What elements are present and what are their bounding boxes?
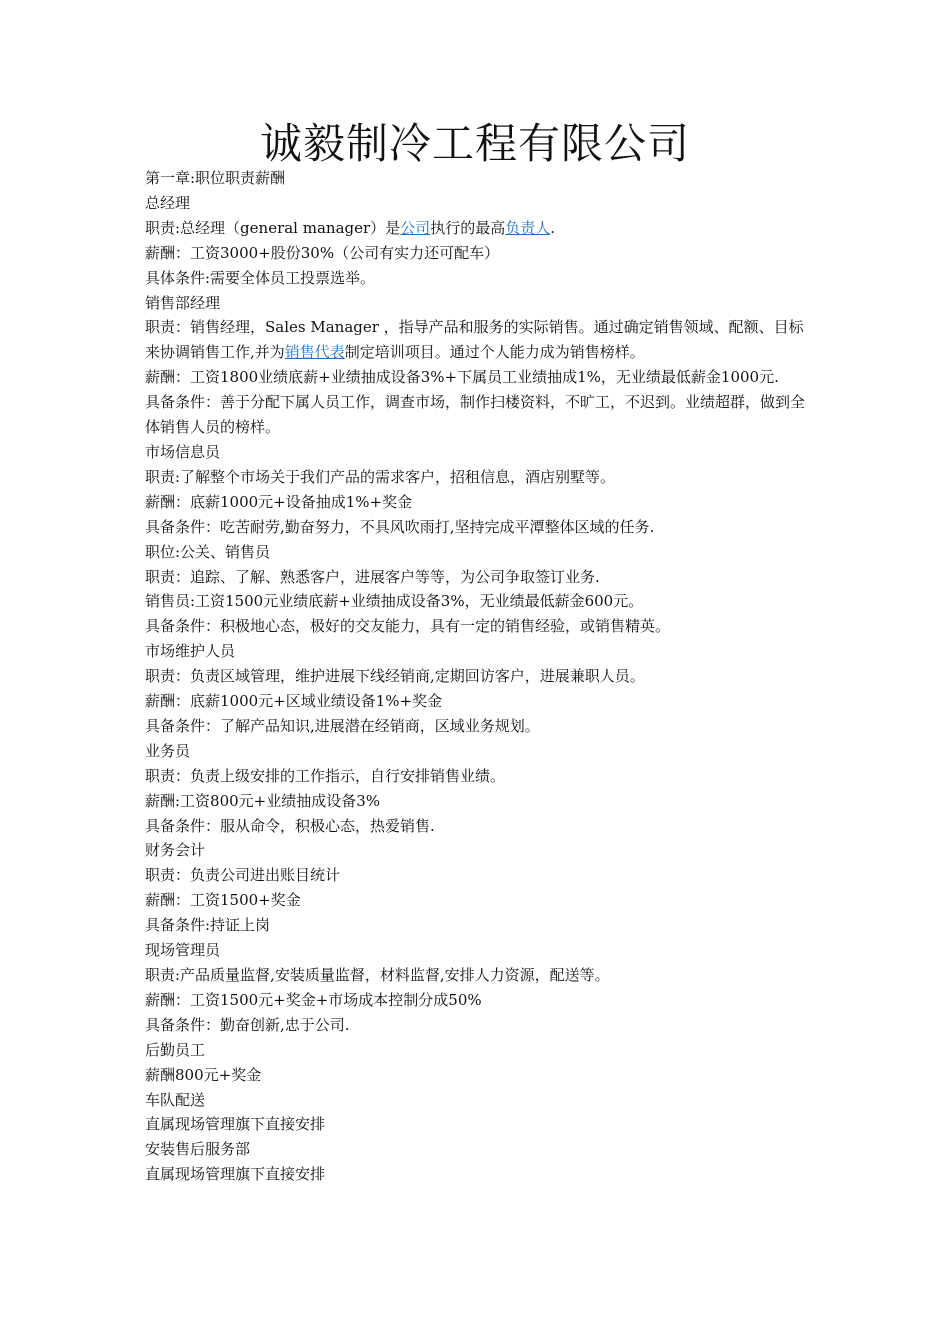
line-section-pr-sales: 职位:公关、销售员	[145, 542, 271, 561]
line-section-after-sales: 安装售后服务部	[145, 1140, 251, 1159]
line-sp-requirement: 具备条件：服从命令，积极心态，热爱销售.	[145, 816, 435, 835]
line-ac-salary: 薪酬：工资1500+奖金	[145, 891, 301, 910]
line-sm-salary: 薪酬：工资1800业绩底薪+业绩抽成设备3%+下属员工业绩抽成1%，无业绩最低薪金1000元.	[145, 368, 779, 387]
line-section-site-manager: 现场管理员	[145, 941, 221, 960]
line-chapter-heading: 第一章:职位职责薪酬	[145, 169, 286, 187]
document-title: 诚毅制冷工程有限公司	[259, 119, 690, 168]
line-mm-duty: 职责：负责区域管理，维护进展下线经销商,定期回访客户，进展兼职人员。	[145, 667, 645, 686]
line-sp-duty: 职责：负责上级安排的工作指示，自行安排销售业绩。	[145, 766, 506, 785]
line-section-accounting: 财务会计	[145, 841, 206, 860]
line-gm-salary: 薪酬：工资3000+股份30%（公司有实力还可配车）	[145, 243, 500, 262]
line-gm-requirement: 具体条件:需要全体员工投票选举。	[145, 268, 376, 287]
line-section-fleet: 车队配送	[145, 1090, 206, 1109]
line-ac-requirement: 具备条件:持证上岗	[145, 916, 271, 935]
line-section-logistics: 后勤员工	[145, 1040, 206, 1059]
line-section-market-info: 市场信息员	[145, 442, 221, 461]
line-sm2-duty: 职责:产品质量监督,安装质量监督，材料监督,安排人力资源，配送等。	[145, 966, 610, 984]
line-mi-requirement: 具备条件：吃苦耐劳,勤奋努力，不具风吹雨打,坚持完成平潭整体区域的任务.	[145, 517, 655, 536]
text-sm-duty-0: 职责：销售经理，Sales Manager ，指导产品和服务的实际销售。通过确定销售领域、配额、目标来协调销售工作,并为	[145, 318, 804, 362]
line-section-sales-manager: 销售部经理	[145, 293, 221, 312]
text-gm-duty-0: 职责:总经理（general manager）是	[145, 218, 401, 237]
line-sm-requirement: 具备条件：善于分配下属人员工作，调查市场，制作扫楼资料，不旷工，不迟到。业绩超群，做到全体销售人员的榜样。	[145, 393, 806, 437]
line-fleet-note: 直属现场管理旗下直接安排	[145, 1115, 326, 1134]
line-ac-duty: 职责：负责公司进出账目统计	[145, 866, 341, 885]
line-section-salesperson: 业务员	[145, 741, 191, 760]
line-sm2-salary: 薪酬：工资1500元+奖金+市场成本控制分成50%	[145, 990, 482, 1009]
text-gm-duty-2: 执行的最高	[430, 218, 506, 237]
line-mi-duty: 职责:了解整个市场关于我们产品的需求客户，招租信息，酒店别墅等。	[145, 467, 616, 486]
text-sm-duty-2: 制定培训项目。通过个人能力成为销售榜样。	[344, 343, 645, 362]
line-mm-salary: 薪酬：底薪1000元+区域业绩设备1%+奖金	[145, 692, 443, 711]
line-sp-salary: 薪酬:工资800元+业绩抽成设备3%	[145, 791, 381, 810]
document-body	[145, 166, 815, 1187]
line-mi-salary: 薪酬：底薪1000元+设备抽成1%+奖金	[145, 492, 413, 511]
line-pr-requirement: 具备条件：积极地心态，极好的交友能力，具有一定的销售经验，或销售精英。	[145, 617, 671, 636]
line-gm-duty	[145, 216, 815, 241]
line-pr-duty: 职责：追踪、了解、熟悉客户，进展客户等等，为公司争取签订业务.	[145, 567, 600, 586]
line-mm-requirement: 具备条件：了解产品知识,进展潜在经销商，区域业务规划。	[145, 716, 540, 735]
link-gm-duty-3[interactable]: 负责人	[505, 218, 551, 237]
line-pr-salary: 销售员:工资1500元业绩底薪+业绩抽成设备3%，无业绩最低薪金600元。	[145, 592, 644, 611]
line-sm2-requirement: 具备条件：勤奋创新,忠于公司.	[145, 1015, 350, 1034]
link-gm-duty-1[interactable]: 公司	[400, 218, 431, 237]
line-after-sales-note: 直属现场管理旗下直接安排	[145, 1165, 326, 1184]
line-lg-salary: 薪酬800元+奖金	[145, 1065, 262, 1084]
line-sm-duty	[145, 315, 815, 365]
text-gm-duty-4: .	[550, 218, 555, 237]
line-section-general-manager: 总经理	[145, 193, 191, 212]
line-section-market-maintenance: 市场维护人员	[145, 642, 236, 661]
link-sm-duty-1[interactable]: 销售代表	[284, 343, 345, 362]
